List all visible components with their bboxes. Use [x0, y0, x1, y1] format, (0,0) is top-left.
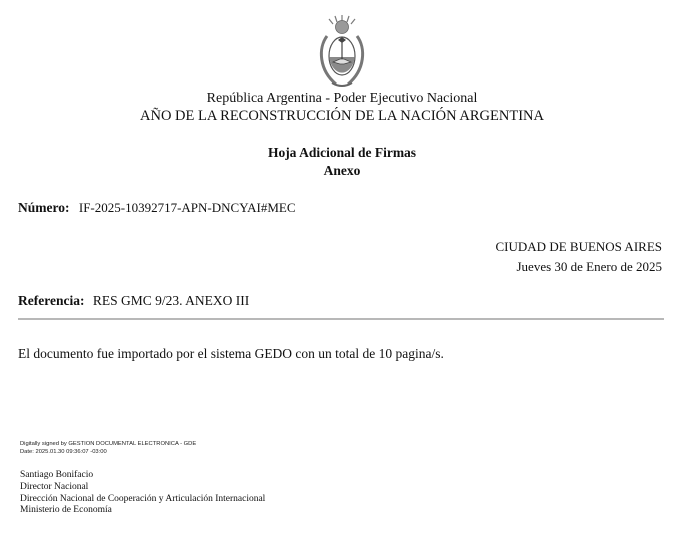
argentina-coat-of-arms-icon [316, 14, 368, 90]
signer-office: Dirección Nacional de Cooperación y Articulación Internacional [20, 493, 266, 504]
document-city: CIUDAD DE BUENOS AIRES [495, 239, 662, 254]
signer-role: Director Nacional [20, 481, 89, 492]
header-line-1: República Argentina - Poder Ejecutivo Nacional [206, 91, 478, 106]
document-date: Jueves 30 de Enero de 2025 [516, 259, 662, 274]
divider [18, 318, 664, 320]
signer-block [20, 470, 265, 517]
document-subtitle: Anexo [323, 163, 361, 178]
document-body: El documento fue importado por el sistema GEDO con un total de 10 pagina/s. [18, 346, 444, 361]
document-number-row [18, 200, 296, 216]
signer-ministry: Ministerio de Economía [20, 505, 112, 516]
reference-value: RES GMC 9/23. ANEXO III [92, 293, 250, 308]
reference-row [18, 293, 249, 309]
digital-signature-line-2: Date: 2025.01.30 09:36:07 -03:00 [20, 448, 107, 455]
document-number-label: Número: [18, 200, 70, 215]
digital-signature-stamp [20, 441, 196, 456]
header-line-2: AÑO DE LA RECONSTRUCCIÓN DE LA NACIÓN ARGENTINA [140, 108, 544, 124]
signer-name: Santiago Bonifacio [20, 470, 94, 480]
digital-signature-line-1: Digitally signed by GESTION DOCUMENTAL ELECTRONICA - GDE [20, 441, 197, 447]
document-number-value: IF-2025-10392717-APN-DNCYAI#MEC [78, 200, 296, 215]
document-title: Hoja Adicional de Firmas [267, 145, 417, 160]
reference-label: Referencia: [18, 293, 85, 308]
